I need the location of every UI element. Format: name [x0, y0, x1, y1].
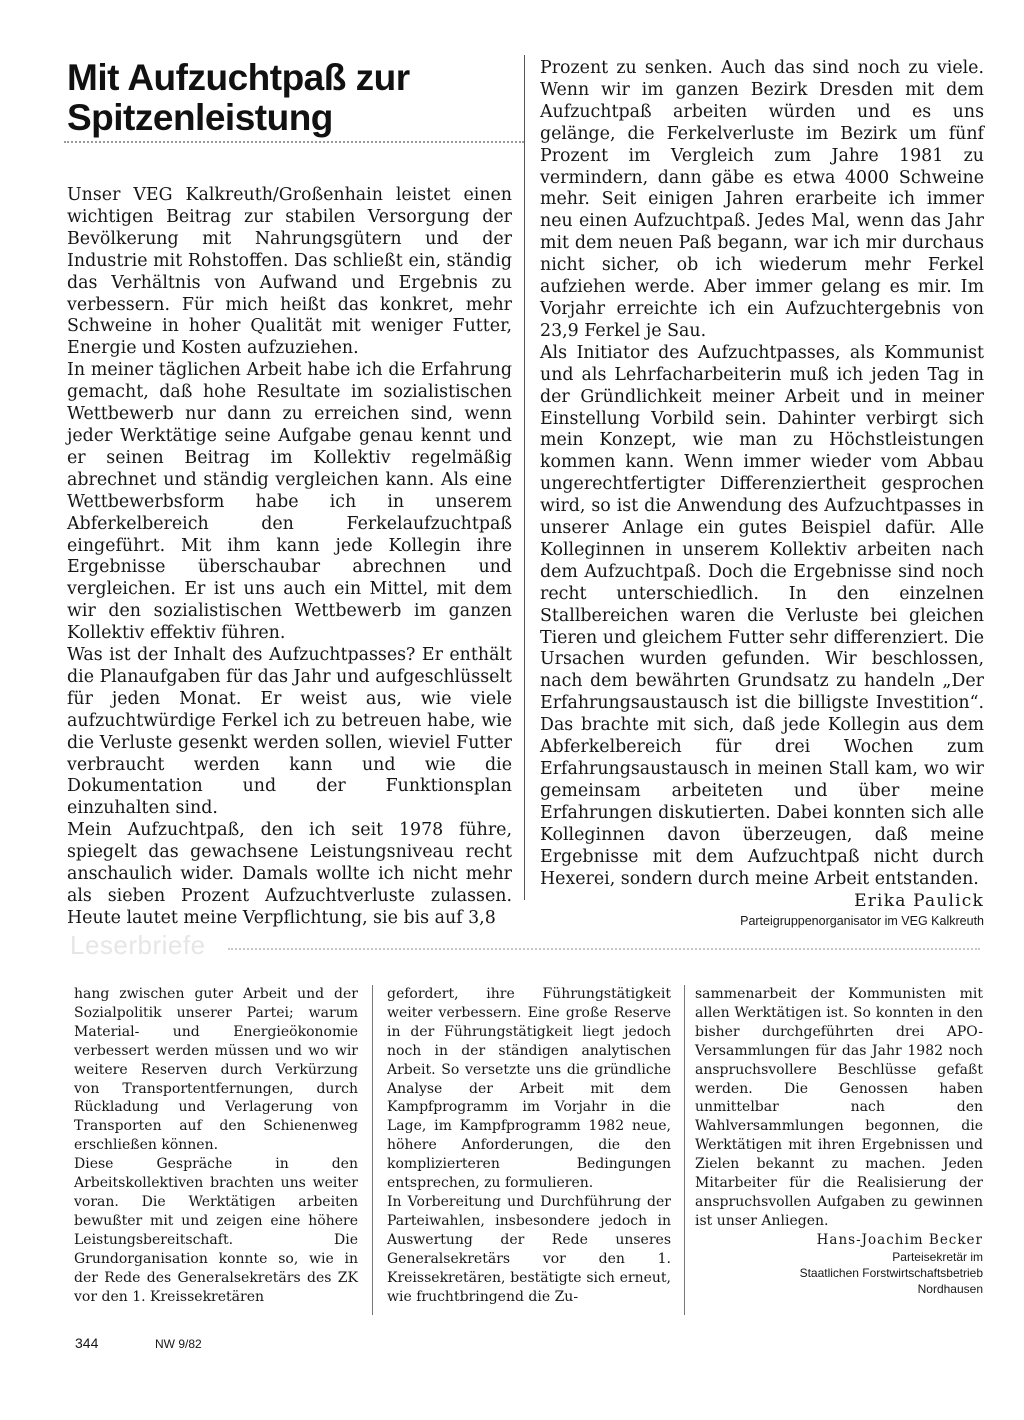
- letter-paragraph: Diese Gespräche in den Arbeitskollektiven brachten uns weiter voran. Die Werktätigen arbeiten bewußter mit und zeigen eine höhere Leistungsbereitschaft. Die Grundorganisation konnte so, wie in der Rede des Generalsekretärs des ZK vor den 1. Kreissekretären: [74, 1156, 358, 1305]
- letter-paragraph: gefordert, ihre Führungstätigkeit weiter verbessern. Eine große Reserve in der Führungstätigkeit liegt jedoch noch in der ständigen analytischen Arbeit. So versetzte uns die gründliche Analyse der Arbeit mit dem Kampfprogramm im Vorjahr in die Lage, im Kampfprogramm 1982 neue, höhere Anforderungen, die den komplizierteren Bedingungen entsprechen, zu formulieren.: [387, 986, 671, 1192]
- letter-author: Hans-Joachim Becker: [816, 1231, 983, 1248]
- article-paragraph: Prozent zu senken. Auch das sind noch zu viele. Wenn wir im ganzen Bezirk Dresden mit dem Aufzuchtpaß arbeiten würden und es uns gelänge, die Ferkelverluste im Bezirk um fünf Prozent im Vergleich zum Jahre 1981 zu vermindern, dann gäbe es etwa 4000 Schweine mehr. Seit einigen Jahren erarbeite ich immer neu einen Aufzuchtpaß. Jedes Mal, wenn das Jahr mit dem neuen Paß begann, war ich mir durchaus nicht sicher, ob ich wiederum mehr Ferkel aufziehen werde. Aber immer gelang es mir. Im Vorjahr erreichte ich ein Aufzuchtergebnis von 23,9 Ferkel je Sau.: [540, 58, 984, 341]
- article-author-role: Parteigruppenorganisator im VEG Kalkreuth: [740, 914, 984, 929]
- letter-author-role: Nordhausen: [917, 1281, 983, 1296]
- letter-column-3: [695, 985, 983, 1297]
- section-rule: [228, 948, 980, 950]
- article-paragraph: In meiner täglichen Arbeit habe ich die Erfahrung gemacht, daß hohe Resultate im sozialistischen Wettbewerb nur dann zu erreichen sind, wenn jeder Werktätige seine Aufgabe genau kennt und er seinen Beitrag im Kollektiv regelmäßig abrechnet und ständig vergleichen kann. Als eine Wettbewerbsform habe ich in unserem Abferkelbereich den Ferkelaufzuchtpaß eingeführt. Mit ihm kann jede Kollegin ihre Ergebnisse überschaubar abrechnen und vergleichen. Er ist uns auch ein Mittel, mit dem wir den sozialistischen Wettbewerb im ganzen Kollektiv effektiv führen.: [67, 360, 512, 644]
- article-headline: Mit Aufzuchtpaß zur Spitzenleistung: [67, 57, 410, 138]
- headline-rule: [64, 141, 524, 143]
- article-paragraph: Als Initiator des Aufzuchtpasses, als Kommunist und als Lehrfacharbeiterin muß ich jeden Tag in der Gründlichkeit meiner Arbeit und in meiner Einstellung Vorbild sein. Dahinter verbirgt sich mein Konzept, wie man zu Höchstleistungen kommen kann. Wenn immer wieder vom Abbau ungerechtfertigter Differenziertheit gesprochen wird, so ist die Anwendung des Aufzuchtpasses in unserer Anlage ein gutes Beispiel dafür. Alle Kolleginnen in unserem Kollektiv arbeiten nach dem Aufzuchtpaß. Doch die Ergebnisse sind noch recht unterschiedlich. In den einzelnen Stallbereichen waren die Verluste bei gleichen Tieren und gleichem Futter sehr differenziert. Die Ursachen wurden gefunden. Wir beschlossen, nach dem bewährten Grundsatz zu handeln „Der Erfahrungsaustausch ist die billigste Investition“. Das brachte mit sich, daß jede Kollegin aus dem Abferkelbereich für drei Wochen zum Erfahrungsaustausch in meinen Stall kam, wo wir gemeinsam arbeiteten und über meine Erfahrungen diskutierten. Dabei konnten sich alle Kolleginnen davon überzeugen, daß meine Ergebnisse mit dem Aufzuchtpaß nicht durch Hexerei, sondern durch meine Arbeit entstanden.: [540, 342, 984, 889]
- article-paragraph: Was ist der Inhalt des Aufzuchtpasses? Er enthält die Planaufgaben für das Jahr und aufgeschlüsselt für jeden Monat. Er weist aus, wie viele aufzuchtwürdige Ferkel ich zu betreuen habe, wie die Verluste gesenkt werden sollen, wieviel Futter verbraucht werden kann und wie die Dokumentation und der Funktionsplan einzuhalten sind.: [67, 645, 512, 819]
- article-author: Erika Paulick: [854, 891, 984, 912]
- issue-label: NW 9/82: [155, 1337, 202, 1351]
- letter-paragraph: In Vorbereitung und Durchführung der Parteiwahlen, insbesondere jedoch in Auswertung der Rede unseres Generalsekretärs vor den 1. Kreissekretären, bestätigte sich erneut, wie fruchtbringend die Zu-: [387, 1193, 671, 1305]
- article-paragraph: Unser VEG Kalkreuth/Großenhain leistet einen wichtigen Beitrag zur stabilen Versorgung der Bevölkerung mit Nahrungsgütern und der Industrie mit Rohstoffen. Das schließt ein, ständig das Verhältnis von Aufwand und Ergebnis zu verbessern. Für mich heißt das konkret, mehr Schweine in hoher Qualität mit weniger Futter, Energie und Kosten aufzuziehen.: [67, 185, 512, 359]
- letter-paragraph: hang zwischen guter Arbeit und der Sozialpolitik unserer Partei; warum Material- und Energieökonomie verbessert werden müssen und wo wir weitere Reserven durch Verkürzung von Transportentfernungen, durch Rückladung und Verlagerung von Transporten auf den Schienenweg erschließen können.: [74, 986, 358, 1154]
- letter-paragraph: sammenarbeit der Kommunisten mit allen Werktätigen ist. So konnten in den bisher durchgeführten drei APO-Versammlungen für das Jahr 1982 noch anspruchsvollere Beschlüsse gefaßt werden. Die Genossen haben unmittelbar nach den Wahlversammlungen begonnen, die Werktätigen mit ihren Ergebnissen und Zielen bekannt zu machen. Jeden Mitarbeiter für die Realisierung der anspruchsvollen Aufgaben zu gewinnen ist unser Anliegen.: [695, 986, 983, 1229]
- letter-column-2: [387, 985, 671, 1306]
- letter-column-1: [74, 985, 358, 1306]
- letter-author-role: Parteisekretär im: [892, 1249, 983, 1264]
- letter-column-divider: [372, 985, 373, 1315]
- letter-author-role: Staatlichen Forstwirtschaftsbetrieb: [799, 1265, 983, 1280]
- article-column-1: [67, 185, 512, 930]
- article-column-2: [540, 58, 984, 930]
- article-paragraph: Mein Aufzuchtpaß, den ich seit 1978 führe, spiegelt das gewachsene Leistungsniveau recht anschaulich wider. Damals wollte ich nicht mehr als sieben Prozent Aufzuchtverluste zulassen. Heute lautet meine Verpflichtung, sie bis auf 3,8: [67, 820, 512, 928]
- letter-column-divider: [684, 985, 685, 1315]
- column-divider: [524, 55, 525, 900]
- page-number: 344: [75, 1335, 99, 1351]
- section-label: Leserbriefe: [70, 930, 206, 960]
